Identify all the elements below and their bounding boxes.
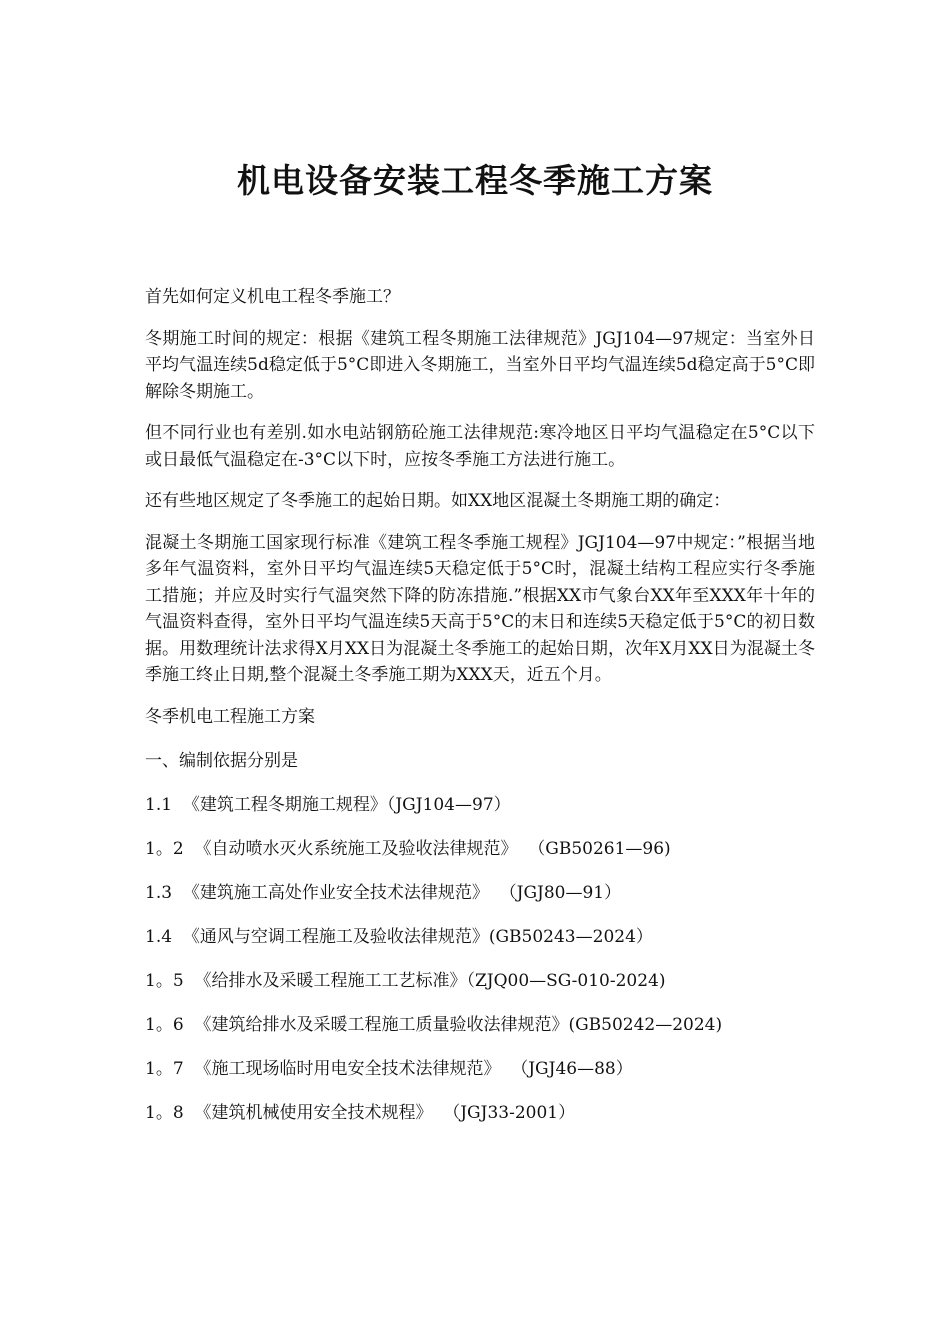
reference-item: 1.1 《建筑工程冬期施工规程》（JGJ104—97） xyxy=(145,794,511,815)
paragraph: 首先如何定义机电工程冬季施工？ xyxy=(145,287,400,307)
section-title: 冬季机电工程施工方案 xyxy=(145,706,315,727)
paragraph: 还有些地区规定了冬季施工的起始日期。如XX地区混凝土冬期施工期的确定： xyxy=(145,491,731,511)
reference-item: 1.4 《通风与空调工程施工及验收法律规范》(GB50243—2024） xyxy=(145,926,653,947)
reference-item: 1。7 《施工现场临时用电安全技术法律规范》 （JGJ46—88） xyxy=(145,1058,633,1079)
document-title: 机电设备安装工程冬季施工方案 xyxy=(237,161,713,200)
paragraph: 但不同行业也有差别.如水电站钢筋砼施工法律规范:寒冷地区日平均气温稳定在5°C以下或日最低气温稳定在-3°C以下时，应按冬季施工方法进行施工。 xyxy=(145,423,815,470)
reference-item: 1.3 《建筑施工高处作业安全技术法律规范》 （JGJ80—91） xyxy=(145,882,622,903)
paragraph: 冬期施工时间的规定：根据《建筑工程冬期施工法律规范》JGJ104—97规定：当室外日平均气温连续5d稳定低于5°C即进入冬期施工，当室外日平均气温连续5d稳定高于5°C即解除冬期施工。 xyxy=(145,328,815,402)
reference-item: 1。5 《给排水及采暖工程施工工艺标准》（ZJQ00—SG-010-2024) xyxy=(145,970,666,991)
reference-item: 1。6 《建筑给排水及采暖工程施工质量验收法律规范》(GB50242—2024) xyxy=(145,1014,723,1035)
reference-item: 1。8 《建筑机械使用安全技术规程》 （JGJ33-2001） xyxy=(145,1102,576,1123)
paragraph: 混凝土冬期施工国家现行标准《建筑工程冬季施工规程》JGJ104—97中规定：”根据当地多年气温资料，室外日平均气温连续5天稳定低于5°C时，混凝土结构工程应实行冬季施工措施；并应及时实行气温突然下降的防冻措施.”根据XX市气象台XX年至XXX年十年的气温资料查得，室外日平均气温连续5天高于5°C的末日和连续5天稳定低于5°C的初日数据。用数理统计法求得X月XX日为混凝土冬季施工的起始日期，次年X月XX日为混凝土冬季施工终止日期,整个混凝土冬季施工期为XXX天，近五个月。 xyxy=(145,532,815,685)
document-body xyxy=(145,284,815,1144)
subsection-title: 一、编制依据分别是 xyxy=(145,750,298,771)
reference-item: 1。2 《自动喷水灭火系统施工及验收法律规范》 （GB50261—96) xyxy=(145,838,671,859)
